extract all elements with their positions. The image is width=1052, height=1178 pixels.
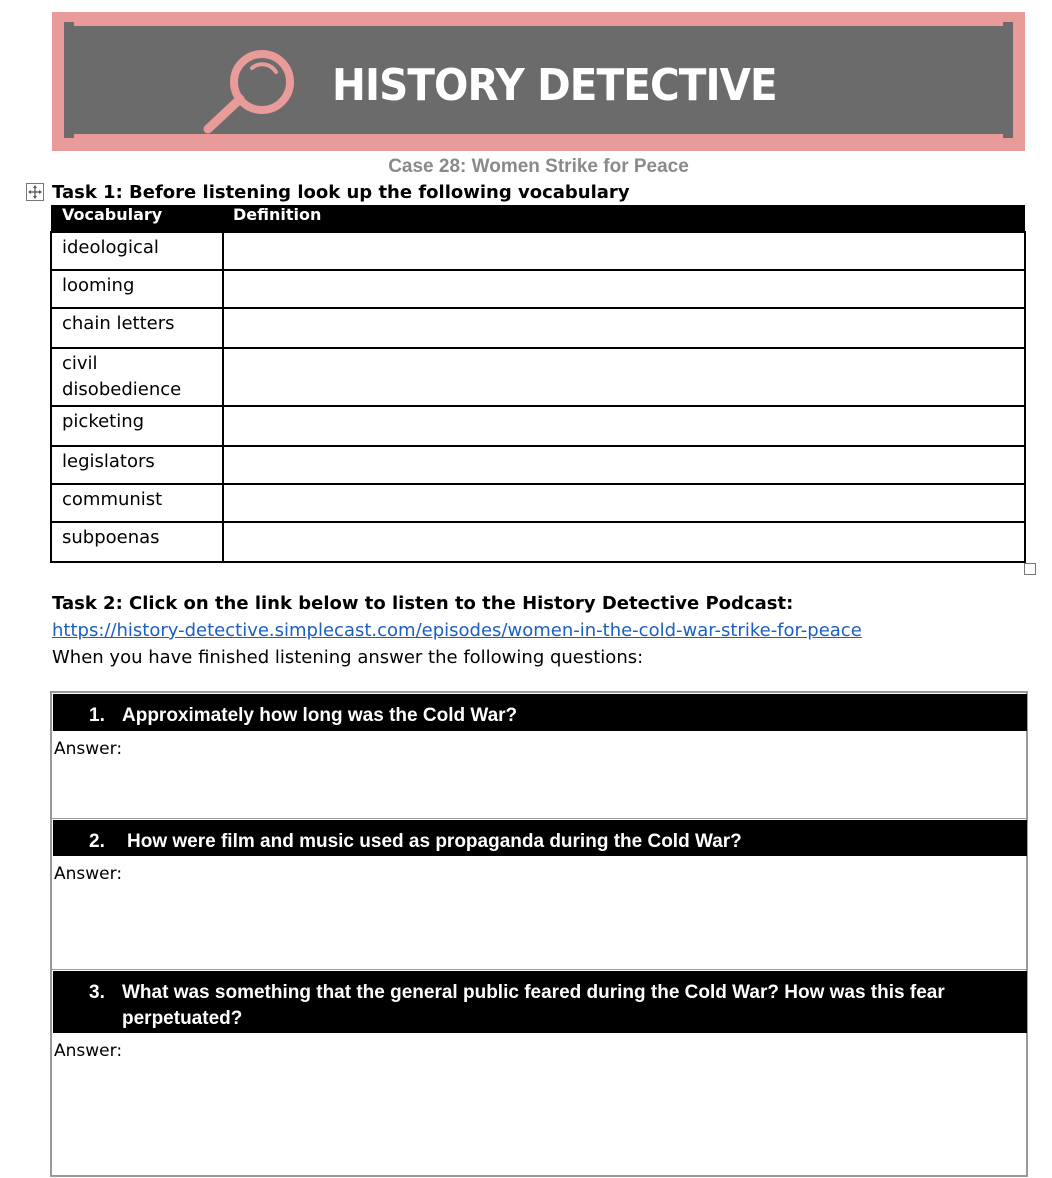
definition-cell[interactable] — [223, 484, 1025, 522]
question-number: 1. — [89, 705, 105, 726]
table-row — [51, 522, 1025, 562]
column-header-definition: Definition — [223, 205, 1025, 232]
podcast-link[interactable]: https://history-detective.simplecast.com/episodes/women-in-the-cold-war-strike-for-peace — [52, 620, 862, 641]
table-row — [51, 270, 1025, 308]
vocabulary-table — [50, 205, 1026, 563]
header-banner — [52, 12, 1025, 151]
table-row — [51, 406, 1025, 446]
question-header — [53, 694, 1027, 731]
vocab-term: civil disobedience — [51, 348, 223, 406]
question-text: What was something that the general public feared during the Cold War? How was this fear perpetuated? — [122, 982, 945, 1029]
answer-label: Answer: — [54, 1041, 123, 1061]
magnifying-glass-icon — [200, 44, 310, 134]
vocab-term: communist — [51, 484, 223, 522]
task2-section — [52, 590, 862, 671]
banner-plate — [70, 26, 1007, 134]
table-row — [51, 308, 1025, 348]
answer-label: Answer: — [54, 864, 123, 884]
row-divider — [52, 818, 1026, 819]
table-row — [51, 484, 1025, 522]
definition-cell[interactable] — [223, 406, 1025, 446]
definition-cell[interactable] — [223, 232, 1025, 270]
question-text: Approximately how long was the Cold War? — [122, 705, 518, 726]
definition-cell[interactable] — [223, 522, 1025, 562]
vocab-term: ideological — [51, 232, 223, 270]
table-resize-handle[interactable] — [1024, 563, 1036, 575]
task2-instruction: When you have finished listening answer the following questions: — [52, 647, 644, 668]
case-title: Case 28: Women Strike for Peace — [388, 156, 689, 177]
definition-cell[interactable] — [223, 270, 1025, 308]
answer-label: Answer: — [54, 739, 123, 759]
question-text: How were film and music used as propaganda during the Cold War? — [127, 831, 742, 852]
question-header — [53, 971, 1027, 1033]
column-header-vocabulary: Vocabulary — [51, 205, 223, 232]
row-divider — [52, 969, 1026, 970]
definition-cell[interactable] — [223, 348, 1025, 406]
move-arrows-icon — [27, 184, 43, 200]
table-header-row — [51, 205, 1025, 232]
vocab-term: picketing — [51, 406, 223, 446]
vocab-term: legislators — [51, 446, 223, 484]
definition-cell[interactable] — [223, 446, 1025, 484]
table-move-handle[interactable] — [26, 183, 44, 201]
task1-title: Task 1: Before listening look up the following vocabulary — [52, 182, 630, 203]
definition-cell[interactable] — [223, 308, 1025, 348]
vocab-term: subpoenas — [51, 522, 223, 562]
vocab-term: looming — [51, 270, 223, 308]
question-header — [53, 820, 1027, 856]
vocab-term: chain letters — [51, 308, 223, 348]
table-row — [51, 446, 1025, 484]
page-title: HISTORY DETECTIVE — [332, 60, 777, 111]
task2-title: Task 2: Click on the link below to listen to the History Detective Podcast: — [52, 593, 794, 614]
questions-table — [50, 691, 1028, 1177]
question-number: 3. — [89, 982, 105, 1003]
table-row — [51, 348, 1025, 406]
question-number: 2. — [89, 831, 105, 852]
table-row — [51, 232, 1025, 270]
